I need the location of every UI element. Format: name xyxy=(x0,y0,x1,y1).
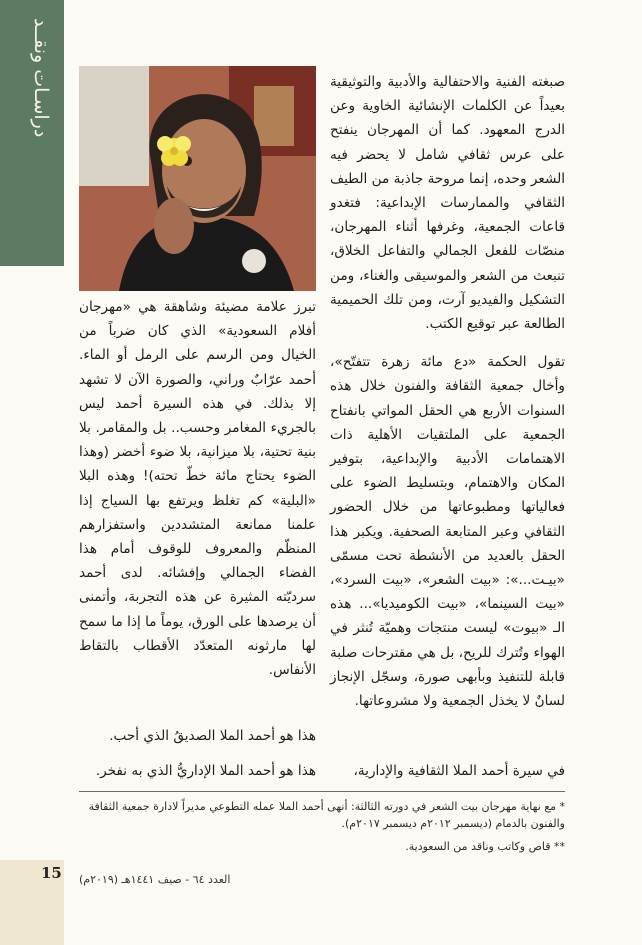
page-number: 15 xyxy=(41,864,62,882)
left-paragraph: تبرز علامة مضيئة وشاهقة هي «مهرجان أفلام السعودية» الذي كان ضرباً من الخيال ومن الرسم على الرمل أو الماء. أحمد عرّابٌ وراني، والصورة الآن لا تشهد إلا بذلك. في هذه السيرة أحمد ليس بالجريء المغامر وحسب.. بل والمقامر. بلا بنية تحتية، بلا ميزانية، بلا ضوء أخضر (وهذا الضوء يحتاج مائة خطّ تحته)! وهذه البلا «البلية» كم تغلظ ويرتفع بها السياج إذا علمنا ممانعة المتشددين واستفزارهم المنظّم والمعروف للوقوف أمام هذا الفضاء الجمالي وإفشائه. لدى أحمد سرديّته المثيرة عن هذه التجربة، وأتمنى أن يرصدها على الورق، يوماً ما إذا ما سمح لها مارثونه المتعدّد الأقطاب بالتقاط الأنفاس. xyxy=(79,299,316,679)
closing-line-2: هذا هو أحمد الملا الإداريُّ الذي به نفخر. xyxy=(95,763,316,779)
footnote-divider xyxy=(79,791,565,792)
left-column xyxy=(79,295,316,682)
footnote-2: ** قاص وكاتب وناقد من السعودية. xyxy=(405,840,565,853)
footnotes xyxy=(79,798,565,861)
right-paragraph-2: تقول الحكمة «دع مائة زهرة تتفتّح»، وأخال جمعية الثقافة والفنون خلال هذه السنوات الأربع هي الحقل المواتي بانفتاح الجمعية على الملتقيات الأهلية ذات الاهتمامات الأدبية والإبداعية، بتوفير المكان والاهتمام، وبتسليط الضوء على فعالياتها ومطبوعاتها من خلال الحضور الثقافي وعبر المتابعة الصحفية. ويكبر هذا الحقل بالعديد من الأنشطة تحت مسمّى «بيـت...»: «بيت الشعر»، «بيت السرد»، «بيت السينما»، «بيت الكوميديا»... هذه الـ «بيوت» ليست منتجات وهميّة تُنثر في الهواء وتُترك للريح، بل هي مقترحات صلبة قابلة للتنفيذ وبأبهى صورة، وسجّل الإنجاز لسانٌ لا يخذل الجمعية ولا مشروعاتها. xyxy=(330,354,565,710)
closing-line-3: في سيرة أحمد الملا الثقافية والإدارية، xyxy=(353,763,565,779)
right-paragraph-1: صبغته الفنية والاحتفالية والأدبية والتوثيقية بعيداً عن الكلمات الإنشائية الخاوية وعن الدرج المعهود. كما أن المهرجان ينفتح على عرس ثقافي شامل لا يحضر فيه الشعر وحده، إنما مروحة جاذبة من الطيف الثقافي والممارسات الإبداعية: فتغدو قاعات الجمعية، وغرفها أثناء المهرجان، منصّات للفعل الجمالي والتفاعل الخلاق، تنبعث من الشعر والموسيقى والغناء، ومن التشكيل والفيديو آرت، ومن تلك الحميمية الطالعة عبر توقيع الكتب. xyxy=(330,74,565,333)
section-tab xyxy=(0,0,64,266)
portrait-illustration xyxy=(79,66,316,291)
portrait-photo xyxy=(79,66,316,291)
section-title: دراسـات ونقــد xyxy=(30,18,52,138)
closing-line-1: هذا هو أحمد الملا الصديقُ الذي أحب. xyxy=(109,728,316,744)
issue-info: العدد ٦٤ - صيف ١٤٤١هـ (٢٠١٩م) xyxy=(79,873,231,886)
right-column xyxy=(330,70,565,713)
footnote-1: * مع نهاية مهرجان بيت الشعر في دورته الثالثة: أنهى أحمد الملا عمله التطوعي مديراً لادارة جمعية الثقافة والفنون بالدمام (ديسمبر ٢٠١٢م ديسمبر ٢٠١٧م). xyxy=(88,800,565,830)
